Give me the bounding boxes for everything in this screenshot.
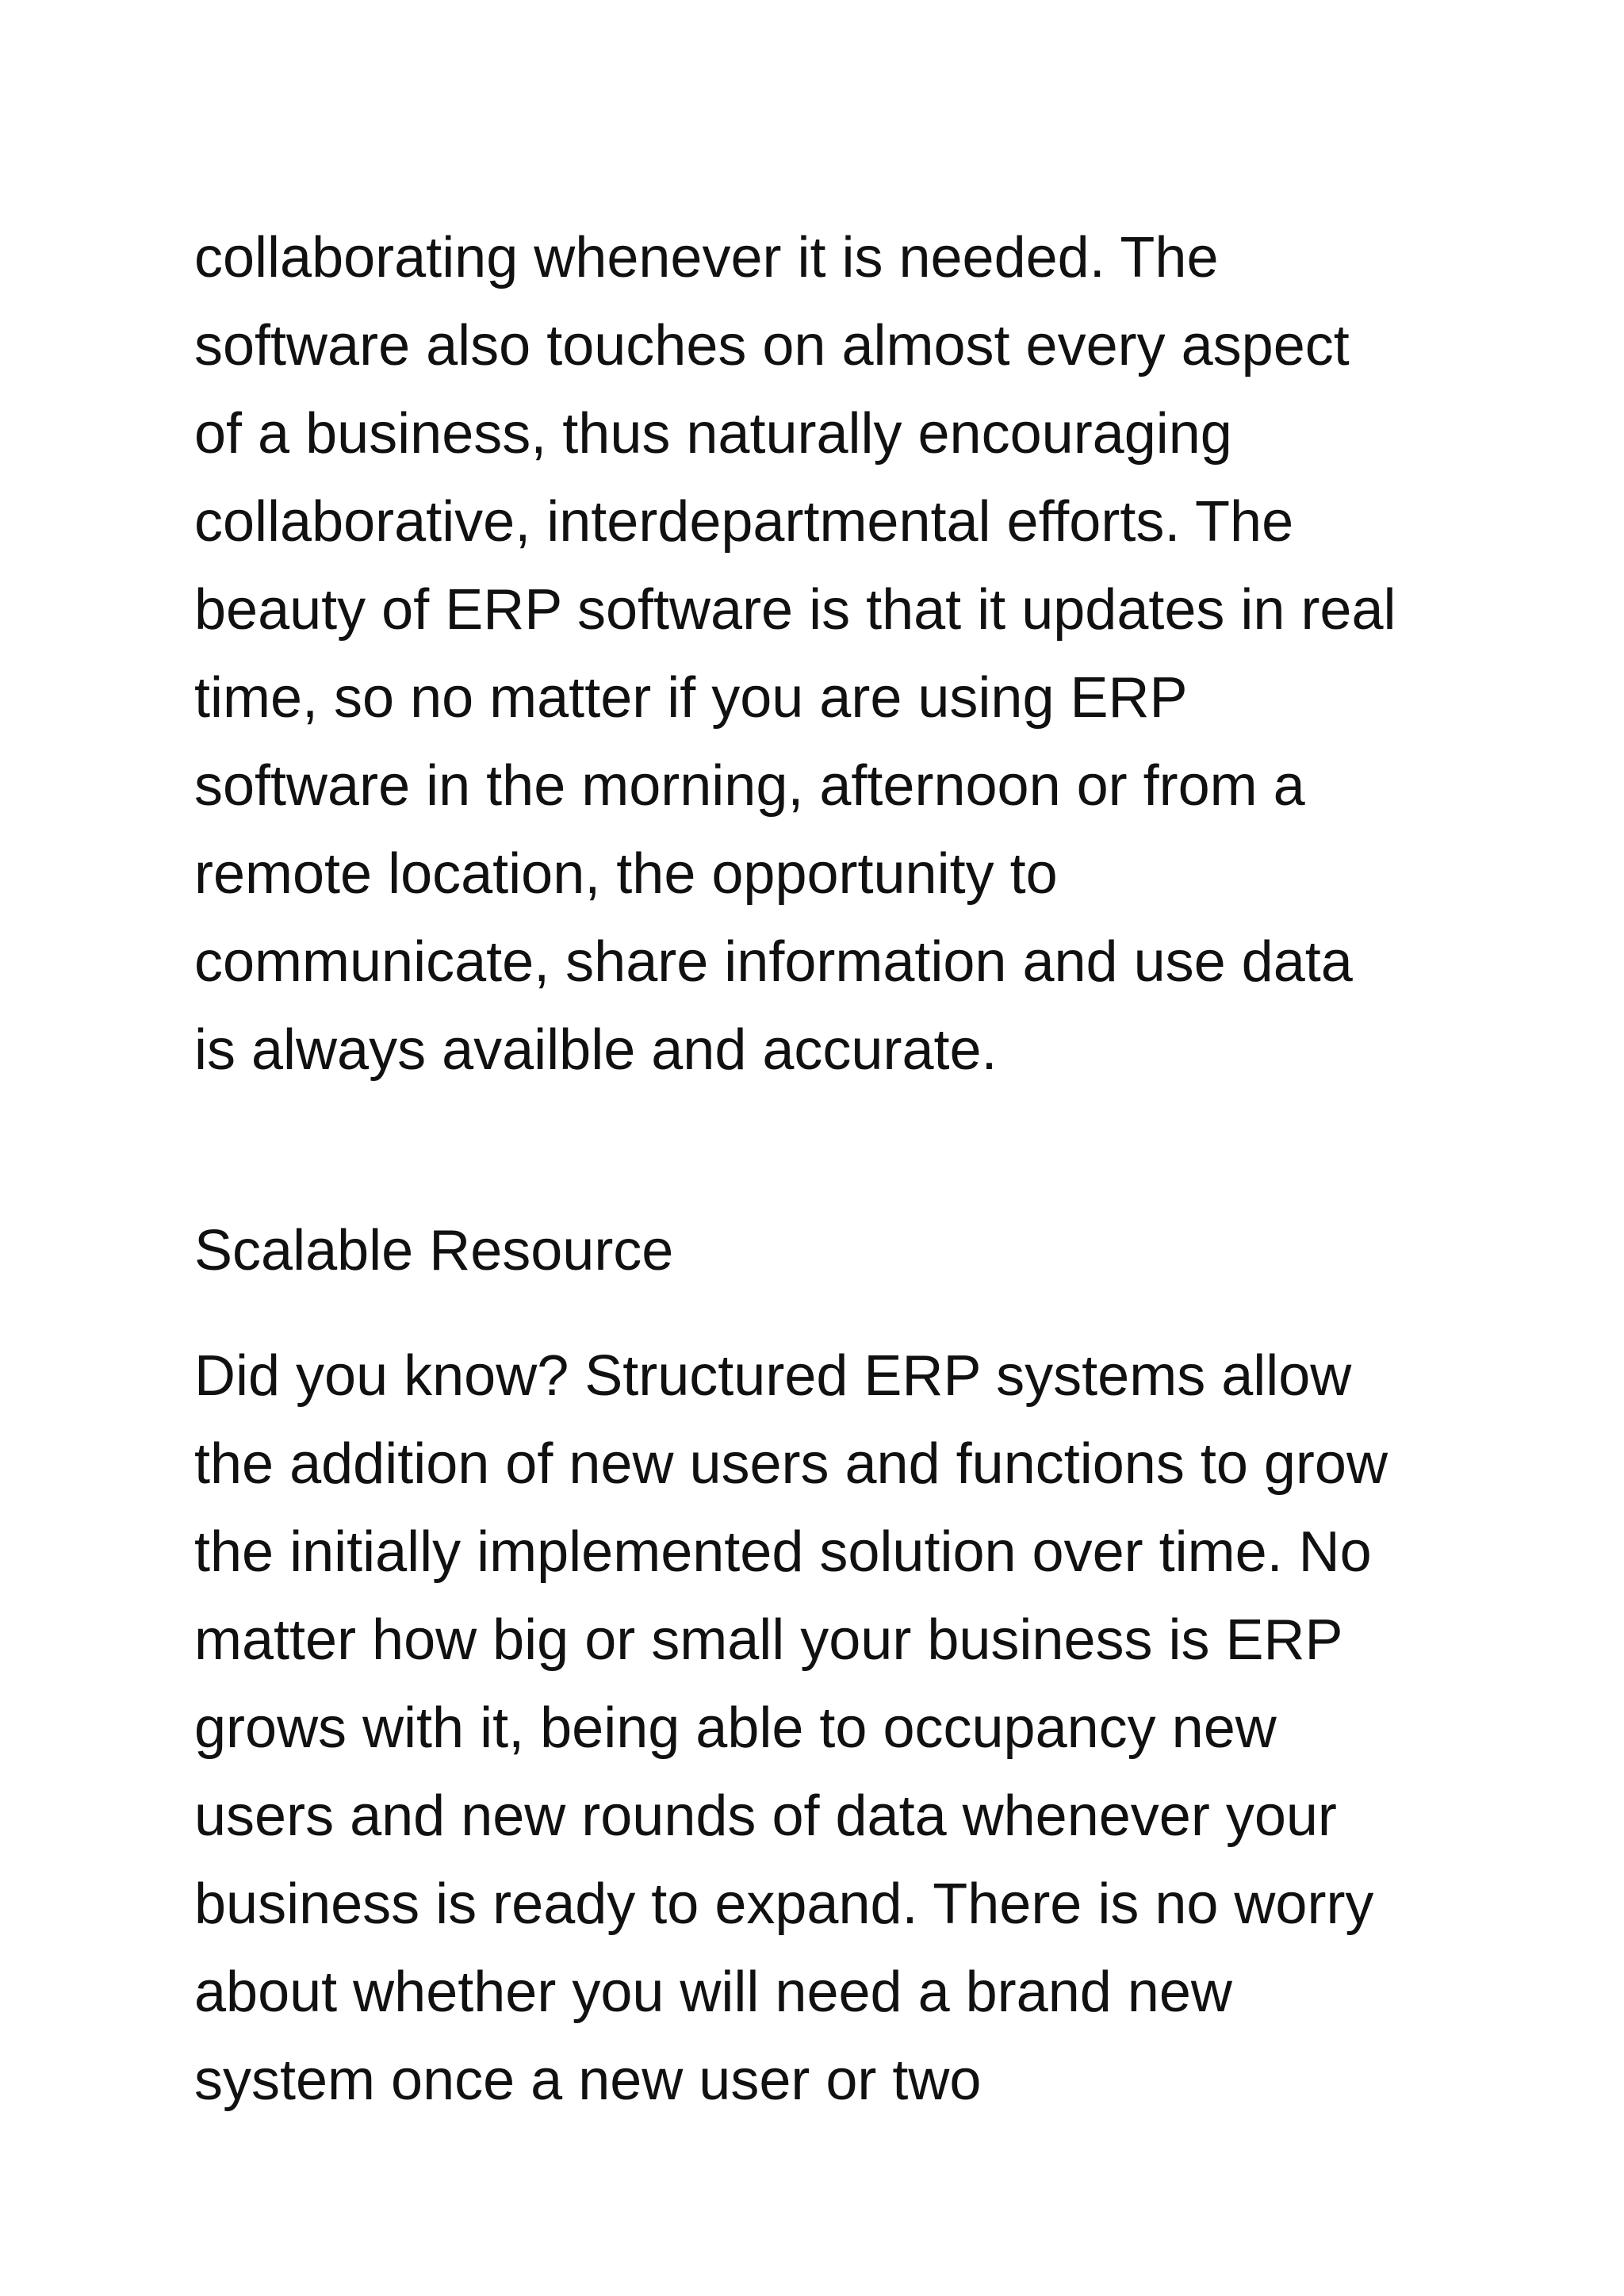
- text-line: the initially implemented solution over time. No: [194, 1520, 1372, 1584]
- text-line: communicate, share information and use data: [194, 930, 1353, 994]
- text-line: time, so no matter if you are using ERP: [194, 666, 1188, 730]
- text-line: of a business, thus naturally encouraging: [194, 402, 1232, 466]
- section-heading: Scalable Resource: [194, 1219, 674, 1282]
- text-line: Did you know? Structured ERP systems allow: [194, 1344, 1352, 1408]
- text-line: grows with it, being able to occupancy new: [194, 1696, 1277, 1760]
- paragraph-collaboration: [194, 214, 1479, 1094]
- text-line: matter how big or small your business is ERP: [194, 1608, 1343, 1672]
- text-line: collaborating whenever it is needed. The: [194, 226, 1219, 289]
- text-line: software also touches on almost every aspect: [194, 314, 1350, 378]
- text-line: system once a new user or two: [194, 2049, 982, 2112]
- text-line: business is ready to expand. There is no worry: [194, 1872, 1374, 1936]
- text-line: users and new rounds of data whenever your: [194, 1784, 1337, 1848]
- text-line: about whether you will need a brand new: [194, 1961, 1232, 2024]
- text-line: collaborative, interdepartmental efforts. The: [194, 490, 1294, 554]
- text-line: remote location, the opportunity to: [194, 842, 1058, 906]
- text-line: is always availble and accurate.: [194, 1018, 998, 1082]
- text-line: software in the morning, afternoon or from a: [194, 754, 1305, 818]
- text-line: the addition of new users and functions to grow: [194, 1432, 1388, 1496]
- paragraph-scalable-resource: [194, 1332, 1479, 2125]
- text-line: beauty of ERP software is that it updates in real: [194, 578, 1396, 642]
